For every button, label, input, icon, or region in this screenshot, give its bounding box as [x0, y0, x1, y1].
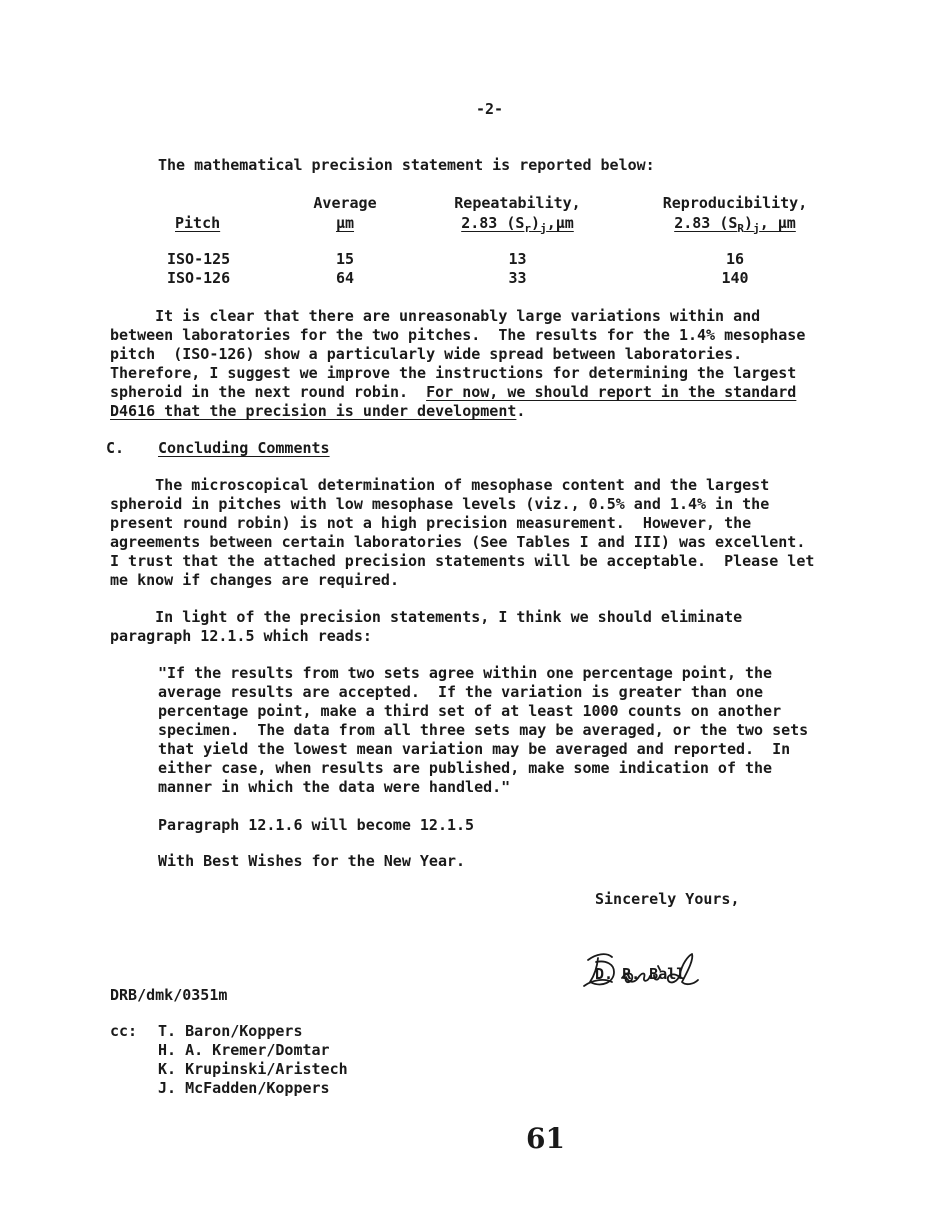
header-average-unit: µm: [335, 214, 355, 232]
header-average-line1: Average: [313, 194, 377, 212]
text-line: It is clear that there are unreasonably large variations within and: [110, 307, 761, 325]
best-wishes: With Best Wishes for the New Year.: [158, 852, 466, 870]
table-cell-reproducibility: 16: [725, 250, 745, 268]
header-reproducibility-line1: Reproducibility,: [662, 194, 808, 212]
header-pitch: Pitch: [175, 214, 221, 232]
text-line: spheroid in the next round robin. For now, we should report in the standard: [110, 383, 797, 401]
table-cell-reproducibility: 140: [721, 269, 749, 287]
text-line: spheroid in pitches with low mesophase levels (viz., 0.5% and 1.4% in the: [110, 495, 770, 513]
text-line: me know if changes are required.: [110, 571, 399, 589]
section-title: Concluding Comments: [158, 439, 330, 457]
intro-text: The mathematical precision statement is reported below:: [158, 156, 655, 174]
section-label: C.: [106, 439, 125, 457]
table-cell-repeatability: 13: [508, 250, 527, 268]
table-cell-average: 15: [335, 250, 355, 268]
table-cell-average: 64: [335, 269, 355, 287]
text-line: agreements between certain laboratories (See Tables I and III) was excellent.: [110, 533, 806, 551]
quote-line: manner in which the data were handled.": [158, 778, 511, 796]
page-number: 61: [526, 1122, 565, 1155]
quote-line: that yield the lowest mean variation may be averaged and reported. In: [158, 740, 791, 758]
header-reproducibility-formula: 2.83 $(S_R)_j$, µm: [674, 214, 796, 235]
signer-name: D. R. Ball: [595, 965, 686, 983]
text-line: The microscopical determination of mesophase content and the largest: [110, 476, 770, 494]
closing-salutation: Sincerely Yours,: [595, 890, 740, 908]
text-line: pitch (ISO-126) show a particularly wide spread between laboratories.: [110, 345, 743, 363]
text-line: between laboratories for the two pitches. The results for the 1.4% mesophase: [110, 326, 806, 344]
table-cell-pitch: ISO-125: [167, 250, 231, 268]
reference-code: DRB/dmk/0351m: [110, 986, 228, 1004]
table-cell-pitch: ISO-126: [167, 269, 231, 287]
quote-line: percentage point, make a third set of at least 1000 counts on another: [158, 702, 782, 720]
paragraph-renumber: Paragraph 12.1.6 will become 12.1.5: [158, 816, 475, 834]
quote-line: specimen. The data from all three sets may be averaged, or the two sets: [158, 721, 809, 739]
quote-line: average results are accepted. If the variation is greater than one: [158, 683, 764, 701]
cc-recipient: J. McFadden/Koppers: [158, 1079, 330, 1097]
text-line: In light of the precision statements, I think we should eliminate: [110, 608, 743, 626]
table-cell-repeatability: 33: [508, 269, 527, 287]
text-line: I trust that the attached precision statements will be acceptable. Please let: [110, 552, 815, 570]
cc-label: cc:: [110, 1022, 138, 1040]
text-line: Therefore, I suggest we improve the instructions for determining the largest: [110, 364, 797, 382]
quote-line: "If the results from two sets agree within one percentage point, the: [158, 664, 773, 682]
cc-recipient: H. A. Kremer/Domtar: [158, 1041, 330, 1059]
cc-recipient: T. Baron/Koppers: [158, 1022, 303, 1040]
cc-recipient: K. Krupinski/Aristech: [158, 1060, 348, 1078]
text-line: paragraph 12.1.5 which reads:: [110, 627, 372, 645]
text-line: D4616 that the precision is under development.: [110, 402, 526, 420]
page-marker: -2-: [476, 100, 504, 118]
quote-line: either case, when results are published, make some indication of the: [158, 759, 773, 777]
text-line: present round robin) is not a high precision measurement. However, the: [110, 514, 752, 532]
header-repeatability-formula: 2.83 $(S_r)_j,\mu m$: [461, 214, 574, 235]
header-repeatability-line1: Repeatability,: [454, 194, 581, 212]
